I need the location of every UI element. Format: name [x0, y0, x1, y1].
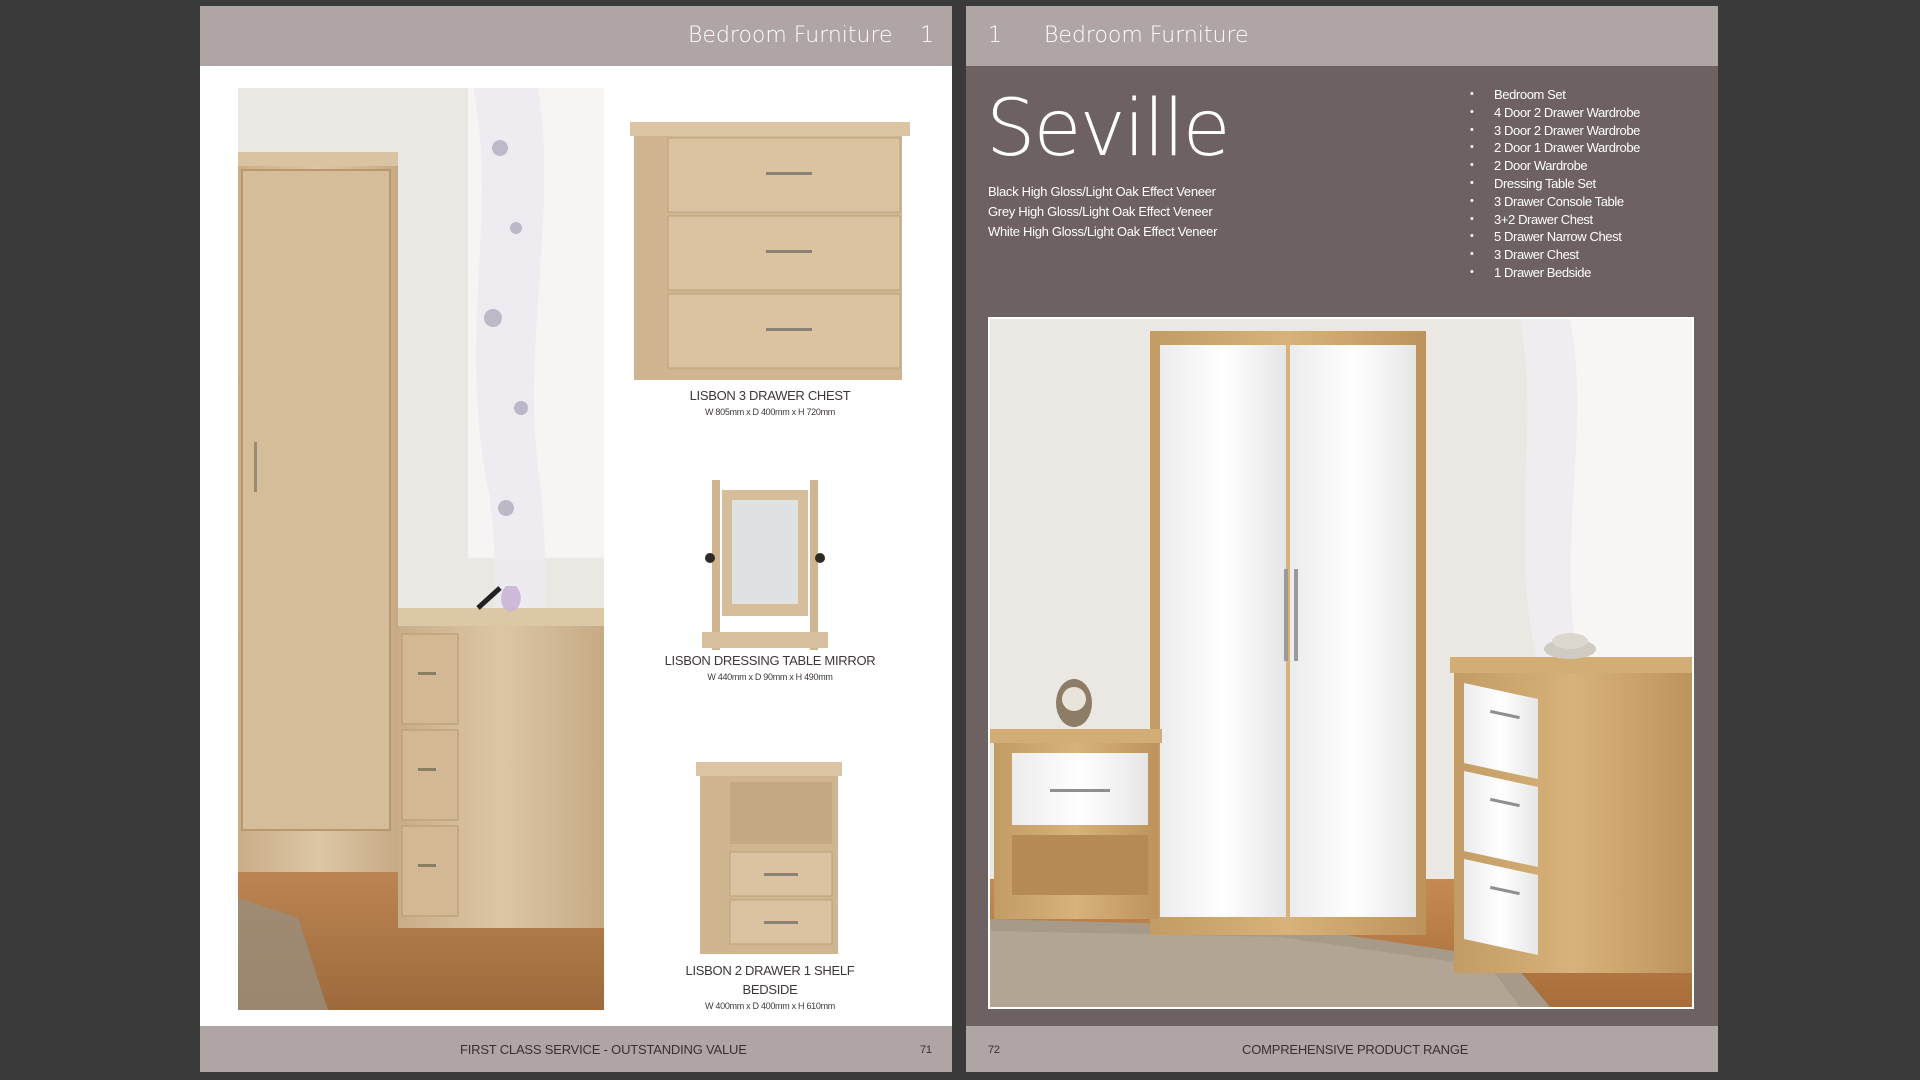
- page-number: 71: [920, 1044, 932, 1056]
- finish-option: White High Gloss/Light Oak Effect Veneer: [988, 224, 1218, 239]
- header-title: Bedroom Furniture: [1044, 23, 1249, 48]
- catalogue-page-72: [966, 6, 1718, 1072]
- header-section-number: 1: [988, 23, 1002, 48]
- catalogue-page-71: [200, 6, 952, 1072]
- range-item: • Bedroom Set: [1470, 86, 1640, 104]
- footer-slogan: COMPREHENSIVE PRODUCT RANGE: [1242, 1042, 1469, 1057]
- footer-slogan: FIRST CLASS SERVICE - OUTSTANDING VALUE: [460, 1042, 747, 1057]
- range-item: • 2 Door Wardrobe: [1470, 157, 1640, 175]
- seville-room-photo: [988, 317, 1694, 1009]
- lisbon-3-drawer-chest-image: [630, 114, 910, 386]
- page-footer: [966, 1026, 1718, 1072]
- range-item: • 5 Drawer Narrow Chest: [1470, 228, 1640, 246]
- range-item: • 4 Door 2 Drawer Wardrobe: [1470, 104, 1640, 122]
- page-header: [966, 6, 1718, 66]
- range-item: • 2 Door 1 Drawer Wardrobe: [1470, 139, 1640, 157]
- lisbon-2-drawer-bedside-image: [694, 756, 844, 960]
- product-name: LISBON 2 DRAWER 1 SHELF BEDSIDE: [685, 963, 855, 997]
- range-item: • 3 Door 2 Drawer Wardrobe: [1470, 122, 1640, 140]
- range-item: • Dressing Table Set: [1470, 175, 1640, 193]
- page-header: [200, 6, 952, 66]
- page-number: 72: [988, 1044, 1000, 1056]
- header-title: Bedroom Furniture: [688, 23, 893, 48]
- finish-option: Black High Gloss/Light Oak Effect Veneer: [988, 184, 1216, 199]
- product-caption: [630, 651, 910, 682]
- range-title: Seville: [986, 84, 1229, 174]
- range-item: • 1 Drawer Bedside: [1470, 264, 1640, 282]
- finish-options: [988, 182, 1217, 242]
- range-item: • 3+2 Drawer Chest: [1470, 211, 1640, 229]
- product-dimensions: W 805mm x D 400mm x H 720mm: [705, 407, 835, 417]
- product-dimensions: W 440mm x D 90mm x H 490mm: [707, 672, 833, 682]
- product-dimensions: W 400mm x D 400mm x H 610mm: [705, 1001, 835, 1011]
- product-name: LISBON DRESSING TABLE MIRROR: [664, 653, 876, 668]
- finish-option: Grey High Gloss/Light Oak Effect Veneer: [988, 204, 1213, 219]
- product-name: LISBON 3 DRAWER CHEST: [689, 388, 851, 403]
- product-caption: [630, 386, 910, 417]
- lisbon-dressing-table-mirror-image: [690, 480, 840, 656]
- lisbon-room-photo: [238, 88, 604, 1010]
- header-section-number: 1: [920, 23, 934, 48]
- page-footer: [200, 1026, 952, 1072]
- range-item: • 3 Drawer Console Table: [1470, 193, 1640, 211]
- product-caption: [670, 961, 870, 1011]
- range-item-list: [1470, 86, 1640, 282]
- range-item: • 3 Drawer Chest: [1470, 246, 1640, 264]
